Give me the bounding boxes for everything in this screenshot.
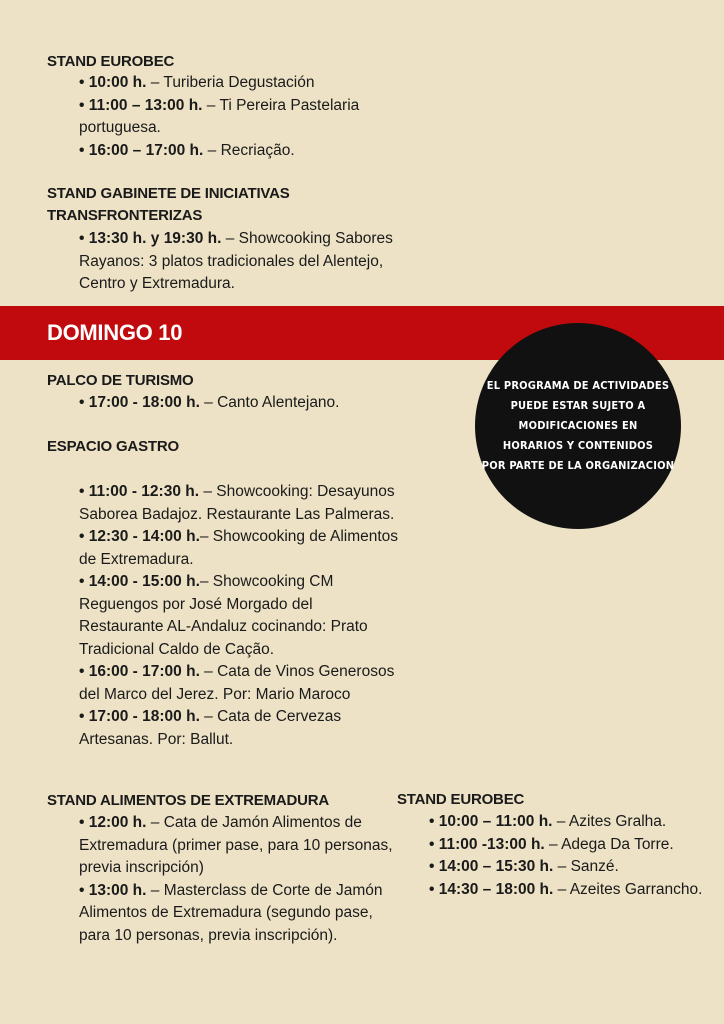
section-heading-alimentos-extremadura: STAND ALIMENTOS DE EXTREMADURA [47, 792, 330, 809]
section-heading-gabinete-line1: STAND GABINETE DE INICIATIVAS [47, 185, 290, 202]
schedule-list-stand-eurobec [79, 72, 389, 162]
item-time: • 12:30 - 14:00 h. [79, 528, 200, 545]
item-time: • 12:00 h. [79, 814, 147, 831]
section-heading-espacio-gastro: ESPACIO GASTRO [47, 438, 179, 455]
item-description: – Turiberia Degustación [146, 74, 315, 91]
item-time: • 16:00 - 17:00 h. [79, 663, 200, 680]
notice-line: MODIFICACIONES EN [518, 419, 638, 432]
item-time: • 10:00 h. [79, 74, 147, 91]
notice-line: POR PARTE DE LA ORGANIZACION [481, 459, 675, 472]
item-description: – Cata de Vinos Generosos del Marco del Jerez. Por: Mario Maroco [79, 663, 395, 703]
program-notice-badge [475, 323, 681, 529]
section-heading-stand-eurobec-right: STAND EUROBEC [397, 791, 525, 808]
schedule-item [429, 834, 719, 857]
schedule-item [429, 879, 719, 902]
section-heading-stand-eurobec: STAND EUROBEC [47, 53, 175, 70]
schedule-item [429, 811, 719, 834]
item-time: • 13:00 h. [79, 881, 147, 899]
schedule-item [79, 661, 401, 706]
notice-line: EL PROGRAMA DE ACTIVIDADES [486, 379, 670, 392]
item-description: – Azites Gralha. [552, 813, 667, 830]
schedule-item [79, 526, 401, 571]
schedule-item [79, 392, 399, 415]
schedule-item [79, 880, 397, 948]
schedule-item [79, 706, 401, 751]
item-time: • 17:00 - 18:00 h. [79, 708, 200, 725]
schedule-list-espacio-gastro [79, 481, 401, 751]
item-time: • 11:00 - 12:30 h. [79, 483, 200, 500]
schedule-item [429, 856, 719, 879]
item-description: – Azeites Garrancho. [553, 880, 703, 898]
item-description: – Sanzé. [553, 858, 619, 875]
schedule-item [79, 72, 389, 95]
item-time: • 13:30 h. y 19:30 h. [79, 230, 222, 247]
item-description: – Recriação. [203, 141, 295, 159]
item-description: – Adega Da Torre. [544, 835, 674, 853]
item-time: • 14:30 – 18:00 h. [429, 880, 554, 898]
section-heading-palco-de-turismo: PALCO DE TURISMO [47, 372, 194, 389]
schedule-item [79, 571, 401, 661]
schedule-list-palco [79, 392, 399, 415]
item-time: • 16:00 – 17:00 h. [79, 141, 204, 159]
schedule-item [79, 481, 401, 526]
item-time: • 11:00 -13:00 h. [429, 835, 545, 853]
item-time: • 10:00 – 11:00 h. [429, 813, 553, 830]
section-heading-gabinete-line2: TRANSFRONTERIZAS [47, 207, 203, 224]
item-time: • 17:00 - 18:00 h. [79, 394, 200, 411]
notice-line: HORARIOS Y CONTENIDOS [502, 439, 654, 452]
item-description: – Ti Pereira Pastelaria portuguesa. [79, 96, 360, 136]
schedule-list-alimentos [79, 812, 397, 947]
item-time: • 14:00 – 15:30 h. [429, 858, 554, 875]
item-description: – Showcooking de Alimentos de Extremadura. [79, 528, 399, 568]
item-time: • 11:00 – 13:00 h. [79, 96, 203, 114]
item-description: – Cata de Jamón Alimentos de Extremadura (primer pase, para 10 personas, previa inscripción) [79, 814, 393, 876]
schedule-list-stand-eurobec-right [429, 811, 719, 901]
schedule-item [79, 812, 397, 880]
schedule-item [79, 95, 389, 140]
day-title: DOMINGO 10 [47, 320, 183, 345]
item-description: – Showcooking: Desayunos Saborea Badajoz. Restaurante Las Palmeras. [79, 483, 395, 523]
schedule-item [79, 140, 389, 163]
schedule-list-gabinete [79, 228, 404, 296]
schedule-item [79, 228, 404, 296]
notice-line: PUEDE ESTAR SUJETO A [510, 399, 646, 412]
item-time: • 14:00 - 15:00 h. [79, 573, 200, 590]
item-description: – Showcooking CM Reguengos por José Morgado del Restaurante AL-Andaluz cocinando: Prato Tradicional Caldo de Cação. [79, 573, 368, 658]
item-description: – Cata de Cervezas Artesanas. Por: Ballut. [79, 708, 342, 748]
item-description: – Masterclass de Corte de Jamón Alimentos de Extremadura (segundo pase, para 10 personas, previa inscripción). [79, 881, 383, 944]
item-description: – Showcooking Sabores Rayanos: 3 platos tradicionales del Alentejo, Centro y Extremadura. [79, 230, 393, 292]
item-description: – Canto Alentejano. [199, 394, 340, 411]
